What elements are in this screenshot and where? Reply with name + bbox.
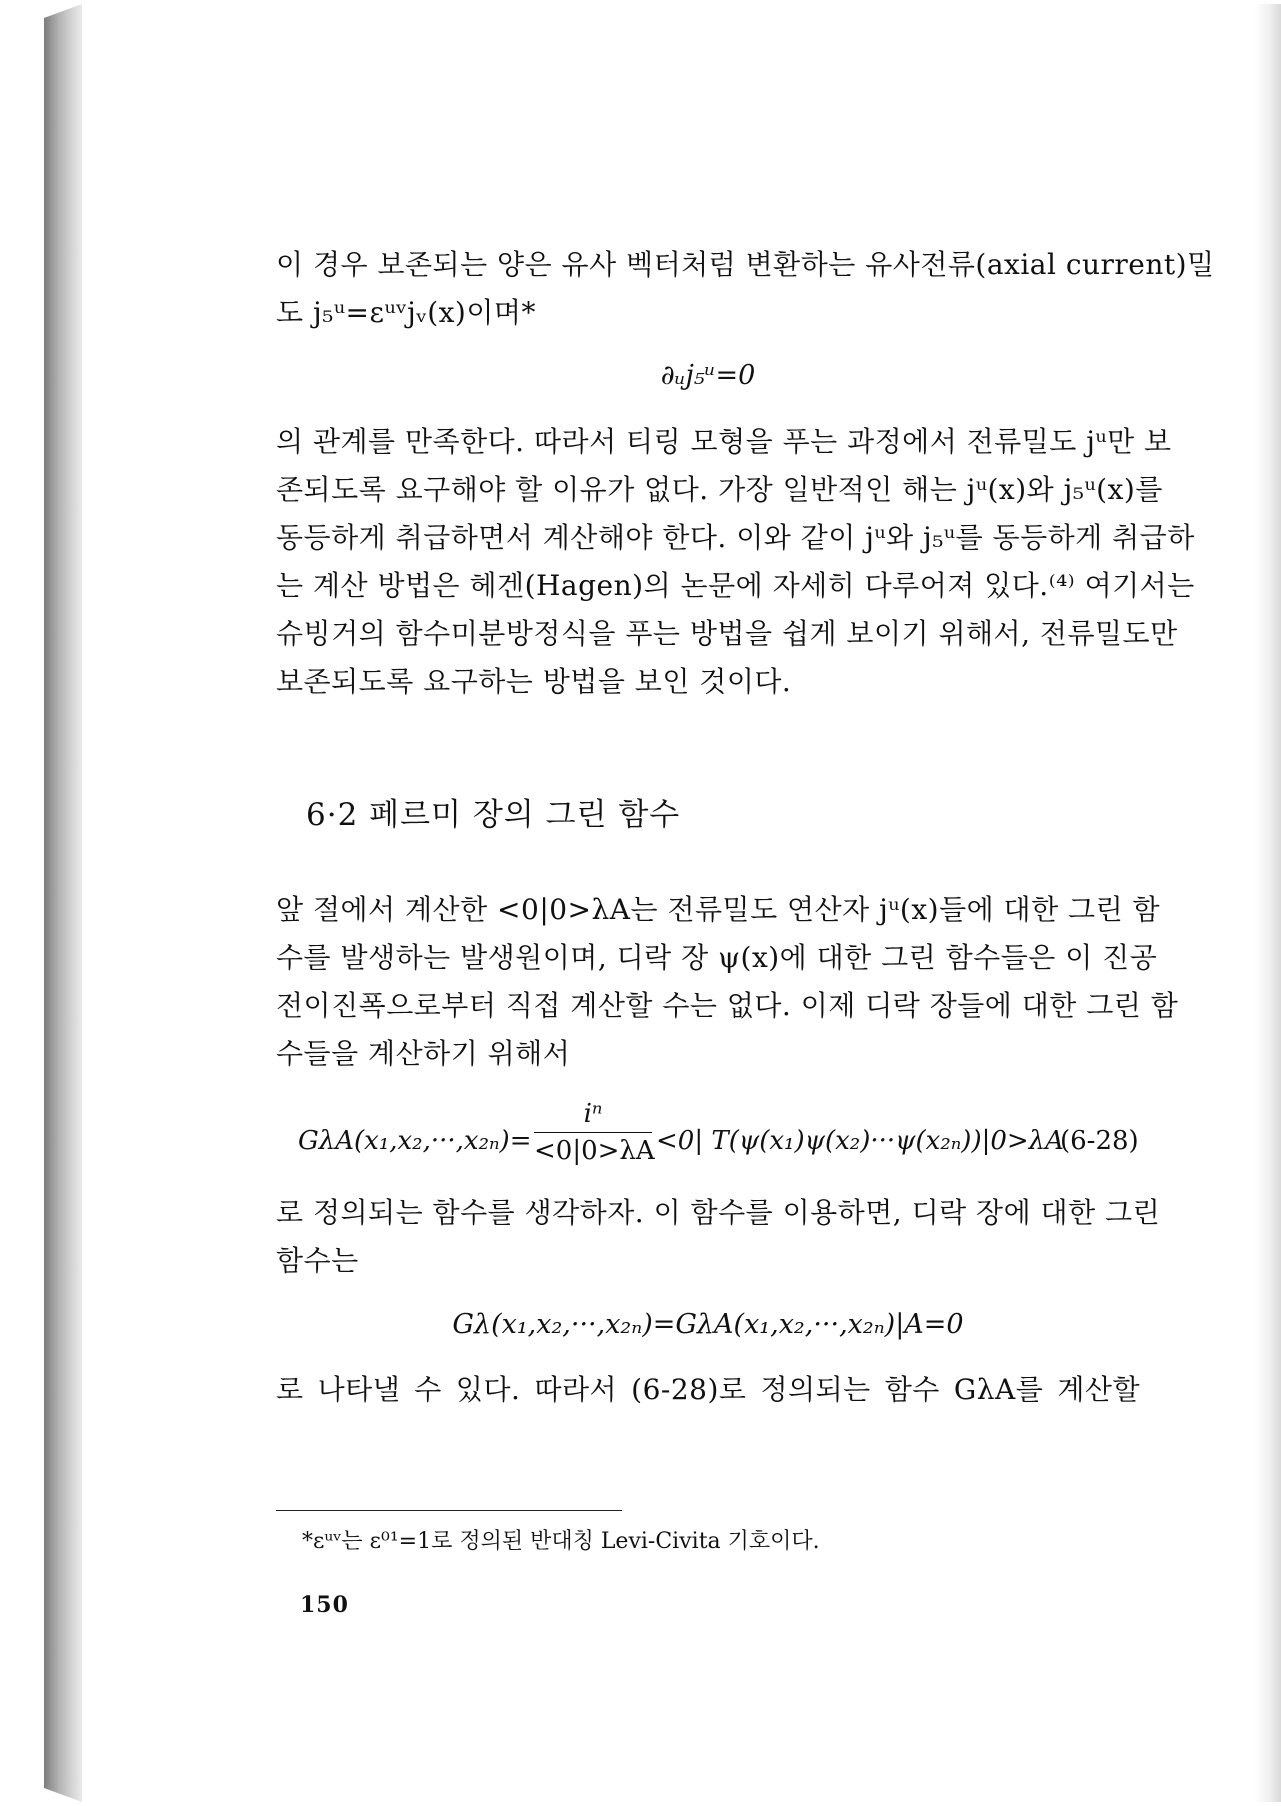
equation-lhs: GλA(x₁,x₂,···,x₂ₙ)= bbox=[298, 1126, 532, 1156]
text-line: 이 경우 보존되는 양은 유사 벡터처럼 변환하는 유사전류(axial current)밀 bbox=[276, 248, 1215, 281]
text-line: 앞 절에서 계산한 <0|0>λA는 전류밀도 연산자 jᵘ(x)들에 대한 그린 함 bbox=[276, 893, 1161, 926]
page-number: 150 bbox=[300, 1592, 349, 1618]
equation-green-function: Gλ(x₁,x₂,···,x₂ₙ)=GλA(x₁,x₂,···,x₂ₙ)|A=0 bbox=[452, 1309, 964, 1340]
text-line: 보존되도록 요구하는 방법을 보인 것이다. bbox=[276, 665, 792, 698]
text-line: 는 계산 방법은 헤겐(Hagen)의 논문에 자세히 다루어져 있다.⁽⁴⁾ 여기서는 bbox=[276, 569, 1195, 602]
equation-6-28 bbox=[298, 1096, 1148, 1186]
text-line: 슈빙거의 함수미분방정식을 푸는 방법을 쉽게 보이기 위해서, 전류밀도만 bbox=[276, 617, 1178, 650]
text-line: 전이진폭으로부터 직접 계산할 수는 없다. 이제 디락 장들에 대한 그린 함 bbox=[276, 989, 1179, 1022]
footnote: *εᵘᵛ는 ε⁰¹=1로 정의된 반대칭 Levi-Civita 기호이다. bbox=[302, 1529, 820, 1554]
footnote-rule bbox=[276, 1510, 622, 1511]
text-line: 함수는 bbox=[276, 1244, 359, 1277]
text-line: 도 j₅ᵘ=εᵘᵛjᵥ(x)이며* bbox=[276, 296, 536, 329]
equation-rhs: <0| T(ψ(x₁)ψ(x₂)···ψ(x₂ₙ))|0>λA bbox=[656, 1126, 1064, 1156]
book-spine bbox=[44, 4, 82, 1802]
equation-fraction bbox=[534, 1096, 655, 1169]
equation-number: (6-28) bbox=[1060, 1126, 1139, 1156]
page-edge-shadow bbox=[1254, 4, 1281, 1802]
text-line: 수를 발생하는 발생원이며, 디락 장 ψ(x)에 대한 그린 함수들은 이 진공 bbox=[276, 941, 1158, 974]
equation-conservation: ∂ᵤj₅ᵘ=0 bbox=[660, 360, 756, 391]
text-line: 로 나타낼 수 있다. 따라서 (6-28)로 정의되는 함수 GλA를 계산할 bbox=[276, 1373, 1140, 1406]
text-line: 의 관계를 만족한다. 따라서 티링 모형을 푸는 과정에서 전류밀도 jᵘ만 보 bbox=[276, 425, 1172, 458]
text-line: 로 정의되는 함수를 생각하자. 이 함수를 이용하면, 디락 장에 대한 그린 bbox=[276, 1196, 1161, 1229]
text-line: 존되도록 요구해야 할 이유가 없다. 가장 일반적인 해는 jᵘ(x)와 j₅ᵘ(x)를 bbox=[276, 473, 1163, 506]
section-heading: 6·2 페르미 장의 그린 함수 bbox=[306, 797, 681, 833]
text-line: 수들을 계산하기 위해서 bbox=[276, 1037, 571, 1070]
text-line: 동등하게 취급하면서 계산해야 한다. 이와 같이 jᵘ와 j₅ᵘ를 동등하게 취급하 bbox=[276, 521, 1195, 554]
fraction-denominator: <0|0>λA bbox=[534, 1136, 655, 1166]
fraction-numerator: iⁿ bbox=[583, 1099, 603, 1129]
